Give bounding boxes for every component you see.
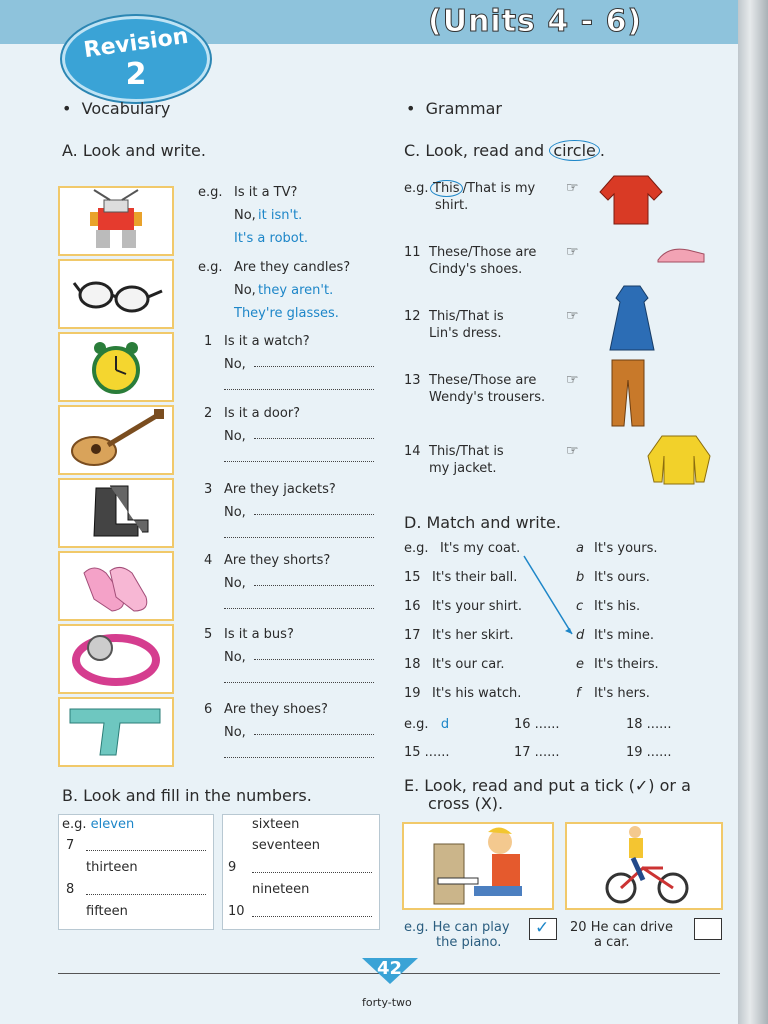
d-right-tag: b <box>576 570 585 585</box>
watch-picture <box>58 624 174 694</box>
units-title: (Units 4 - 6) <box>428 4 643 39</box>
question-text: Are they candles? <box>234 260 351 275</box>
d-right-tag: a <box>576 541 584 556</box>
c-line-1[interactable]: These/Those are <box>429 373 537 388</box>
number-label: 8 <box>66 882 75 897</box>
d-left-text: It's my coat. <box>440 541 521 556</box>
section-b-title: B. Look and fill in the numbers. <box>62 786 312 805</box>
answer-line-2[interactable] <box>224 377 374 390</box>
number-word: fifteen <box>86 904 128 919</box>
dress-picture <box>606 282 658 354</box>
answer-eg: e.g. d <box>404 717 450 732</box>
d-right-tag: c <box>576 599 584 614</box>
question-tag: 4 <box>204 553 213 568</box>
glasses-picture <box>58 259 174 329</box>
pointing-hand-icon: ☞ <box>566 443 579 459</box>
answer-line-2[interactable] <box>224 745 374 758</box>
c-line-1[interactable]: This/That is <box>429 309 504 324</box>
section-c-title: C. Look, read and circle . <box>404 141 605 160</box>
c-line-rest: /That is my <box>462 181 536 196</box>
question-tag: e.g. <box>198 185 223 200</box>
page-words: forty-two <box>362 996 412 1009</box>
number-answer-line[interactable] <box>252 860 372 873</box>
answer-line-1[interactable] <box>254 573 374 586</box>
d-right-text: It's mine. <box>594 628 655 643</box>
c-tag: e.g. <box>404 181 429 196</box>
answer-short: it isn't. <box>258 208 303 223</box>
d-right-text: It's hers. <box>594 686 650 701</box>
answer-full: They're glasses. <box>234 306 339 321</box>
answer-line-1[interactable] <box>254 722 374 735</box>
e-q20-line2: a car. <box>594 935 630 950</box>
answer-line-2[interactable] <box>224 670 374 683</box>
shirt-picture <box>598 172 664 226</box>
revision-badge-title: Revision <box>82 23 190 64</box>
d-left-text: It's your shirt. <box>432 599 522 614</box>
boots-picture <box>58 478 174 548</box>
answer-line-1[interactable] <box>254 502 374 515</box>
number-word: nineteen <box>252 882 310 897</box>
section-d-title: D. Match and write. <box>404 513 561 532</box>
trousers-picture <box>58 697 174 767</box>
answer-15[interactable]: 15 ...... <box>404 745 450 760</box>
number-answer-line[interactable] <box>86 838 206 851</box>
c-line-1 <box>430 181 535 196</box>
answer-no: No, <box>224 505 246 520</box>
numbers-eg: e.g. eleven <box>62 817 135 832</box>
tick-box-eg[interactable]: ✓ <box>529 918 557 940</box>
c-line-2: shirt. <box>435 198 469 213</box>
answer-no: No, <box>234 208 256 223</box>
match-arrow <box>520 552 580 642</box>
answer-no: No, <box>224 725 246 740</box>
c-tag: 12 <box>404 309 421 324</box>
answer-no: No, <box>234 283 256 298</box>
number-word: seventeen <box>252 838 321 853</box>
d-right-tag: d <box>576 628 585 643</box>
d-right-tag: e <box>576 657 584 672</box>
number-label: 7 <box>66 838 75 853</box>
answer-full: It's a robot. <box>234 231 308 246</box>
answer-line-2[interactable] <box>224 449 374 462</box>
vocab-heading: • Vocabulary <box>62 99 171 118</box>
e-q20-line1: 20 He can drive <box>570 920 673 935</box>
question-text: Are they jackets? <box>224 482 336 497</box>
pointing-hand-icon: ☞ <box>566 244 579 260</box>
shoes-picture <box>654 242 708 272</box>
answer-line-2[interactable] <box>224 525 374 538</box>
c-tag: 11 <box>404 245 421 260</box>
question-tag: 2 <box>204 406 213 421</box>
piano-picture <box>402 822 554 910</box>
pointing-hand-icon: ☞ <box>566 180 579 196</box>
book-edge <box>738 0 768 1024</box>
question-tag: 6 <box>204 702 213 717</box>
answer-no: No, <box>224 576 246 591</box>
number-word: thirteen <box>86 860 138 875</box>
answer-line-2[interactable] <box>224 596 374 609</box>
section-a-title: A. Look and write. <box>62 141 206 160</box>
trousers-brown-picture <box>608 356 648 430</box>
d-left-tag: 19 <box>404 686 421 701</box>
section-e-title-2: cross (X). <box>428 794 504 813</box>
alarm-clock-picture <box>58 332 174 402</box>
e-eg-line1: e.g. He can play <box>404 920 510 935</box>
d-left-text: It's our car. <box>432 657 505 672</box>
revision-badge <box>62 16 210 102</box>
number-answer-line[interactable] <box>252 904 372 917</box>
answer-line-1[interactable] <box>254 647 374 660</box>
answer-18[interactable]: 18 ...... <box>626 717 672 732</box>
c-tag: 14 <box>404 444 421 459</box>
question-text: Are they shoes? <box>224 702 328 717</box>
page-number: 42 <box>377 958 403 979</box>
d-right-text: It's theirs. <box>594 657 659 672</box>
grammar-heading: • Grammar <box>406 99 502 118</box>
d-left-tag: 17 <box>404 628 421 643</box>
question-tag: 3 <box>204 482 213 497</box>
robot-picture <box>58 186 174 256</box>
question-text: Is it a TV? <box>234 185 298 200</box>
number-answer-line[interactable] <box>86 882 206 895</box>
question-text: Are they shorts? <box>224 553 331 568</box>
guitar-picture <box>58 405 174 475</box>
question-text: Is it a watch? <box>224 334 310 349</box>
d-left-text: It's her skirt. <box>432 628 514 643</box>
d-right-tag: f <box>576 686 581 701</box>
pointing-hand-icon: ☞ <box>566 372 579 388</box>
c-line-2: Cindy's shoes. <box>429 262 523 277</box>
jacket-picture <box>646 432 712 488</box>
answer-19[interactable]: 19 ...... <box>626 745 672 760</box>
c-line-2: Wendy's trousers. <box>429 390 546 405</box>
d-right-text: It's his. <box>594 599 641 614</box>
d-left-text: It's their ball. <box>432 570 518 585</box>
e-eg-line2: the piano. <box>436 935 502 950</box>
d-left-tag: 15 <box>404 570 421 585</box>
circle-word: circle <box>549 140 600 161</box>
answer-short: they aren't. <box>258 283 334 298</box>
revision-badge-number: 2 <box>125 57 147 92</box>
answer-no: No, <box>224 650 246 665</box>
c-line-1[interactable]: These/Those are <box>429 245 537 260</box>
section-e-title-1: E. Look, read and put a tick (✓) or a <box>404 776 691 795</box>
c-line-2: Lin's dress. <box>429 326 502 341</box>
circled-choice[interactable]: This <box>430 180 463 197</box>
d-left-tag: 18 <box>404 657 421 672</box>
answer-line-1[interactable] <box>254 354 374 367</box>
question-tag: 1 <box>204 334 213 349</box>
c-tag: 13 <box>404 373 421 388</box>
answer-no: No, <box>224 357 246 372</box>
answer-line-1[interactable] <box>254 426 374 439</box>
question-text: Is it a door? <box>224 406 301 421</box>
d-right-text: It's ours. <box>594 570 650 585</box>
question-text: Is it a bus? <box>224 627 294 642</box>
c-line-2: my jacket. <box>429 461 497 476</box>
gloves-picture <box>58 551 174 621</box>
question-tag: 5 <box>204 627 213 642</box>
d-left-tag: 16 <box>404 599 421 614</box>
c-line-1[interactable]: This/That is <box>429 444 504 459</box>
number-label: 10 <box>228 904 245 919</box>
bicycle-picture <box>565 822 723 910</box>
question-tag: e.g. <box>198 260 223 275</box>
number-word: sixteen <box>252 817 300 832</box>
tick-box-20[interactable] <box>694 918 722 940</box>
answer-16[interactable]: 16 ...... <box>514 717 560 732</box>
number-label: 9 <box>228 860 237 875</box>
answer-no: No, <box>224 429 246 444</box>
d-left-text: It's his watch. <box>432 686 522 701</box>
d-left-tag: e.g. <box>404 541 429 556</box>
pointing-hand-icon: ☞ <box>566 308 579 324</box>
answer-17[interactable]: 17 ...... <box>514 745 560 760</box>
d-right-text: It's yours. <box>594 541 658 556</box>
